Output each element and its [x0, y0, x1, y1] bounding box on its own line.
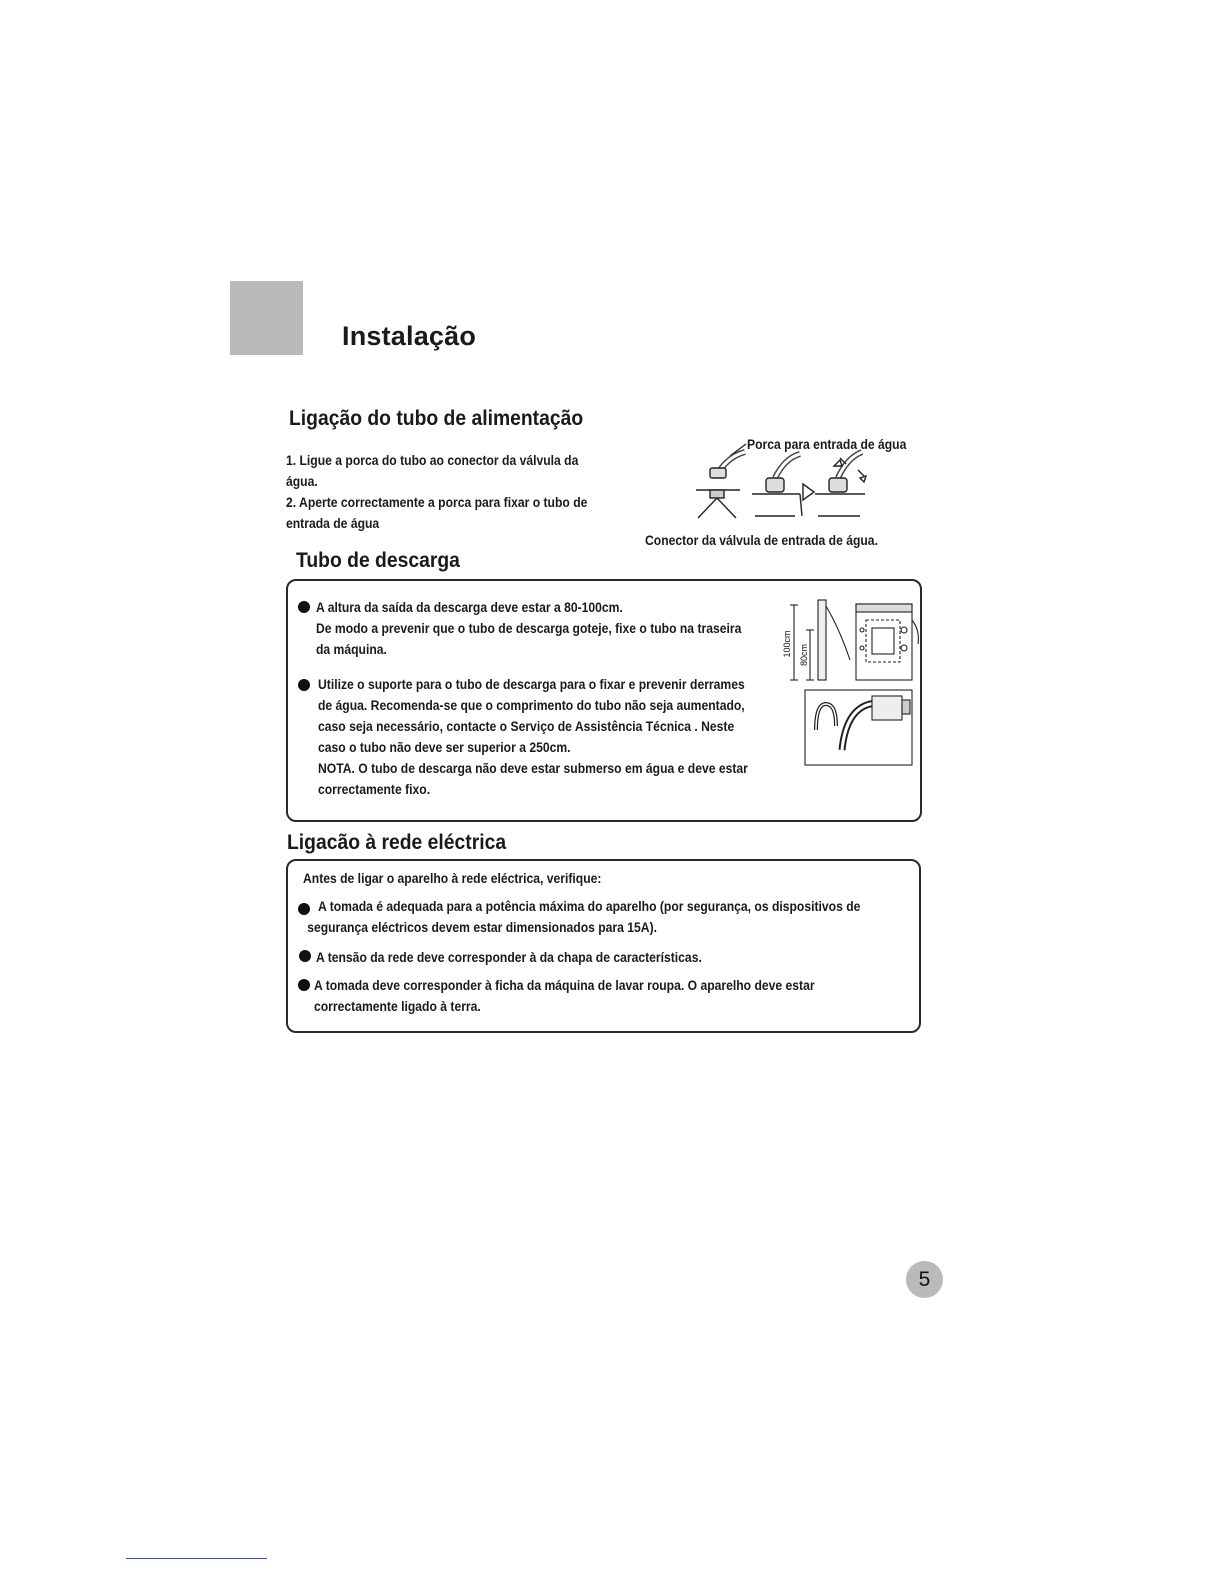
label-100cm: 100cm [782, 630, 792, 658]
bullet-dot [298, 979, 310, 991]
drain-bullet-2 [318, 674, 748, 800]
electrical-bullet-3 [314, 975, 815, 1017]
bullet-dot [299, 950, 311, 962]
header-gray-block [230, 281, 303, 355]
feed-hose-steps [286, 450, 587, 534]
drain-bullet-2-line: caso o tubo não deve ser superior a 250cm. [318, 740, 571, 755]
electrical-bullet-2-line: A tensão da rede deve corresponder à da chapa de características. [316, 950, 702, 965]
label-water-nut: Porca para entrada de água [747, 437, 907, 452]
drain-hose-title: Tubo de descarga [296, 549, 460, 572]
drain-height-illustration [780, 600, 920, 770]
electrical-bullet-3-line: A tomada deve corresponder à ficha da máquina de lavar roupa. O aparelho deve estar [314, 978, 815, 993]
drain-bullet-2-line: NOTA. O tubo de descarga não deve estar submerso em água e deve estar [318, 761, 748, 776]
drain-bullet-1-line: De modo a prevenir que o tubo de descarga goteje, fixe o tubo na traseira [316, 621, 742, 636]
electrical-bullet-1 [307, 896, 861, 938]
bullet-dot [298, 679, 310, 691]
electrical-intro: Antes de ligar o aparelho à rede eléctrica, verifique: [303, 871, 602, 886]
inlet-hose-illustration [690, 448, 880, 523]
electrical-bullet-2 [316, 947, 702, 968]
electrical-title: Ligacão à rede eléctrica [287, 831, 507, 854]
feed-hose-title: Ligação do tubo de alimentação [289, 407, 584, 430]
electrical-bullet-3-line: correctamente ligado à terra. [314, 999, 481, 1014]
feed-hose-step-line: 2. Aperte correctamente a porca para fixar o tubo de [286, 495, 588, 510]
bullet-dot [298, 601, 310, 613]
drain-bullet-2-line: Utilize o suporte para o tubo de descarga para o fixar e prevenir derrames [318, 677, 745, 692]
footer-underline [126, 1558, 267, 1559]
drain-bullet-1-line: A altura da saída da descarga deve estar a 80-100cm. [316, 600, 623, 615]
electrical-bullet-1-line: segurança eléctricos devem estar dimensionados para 15A). [307, 920, 658, 935]
label-valve-connector: Conector da válvula de entrada de água. [645, 533, 878, 548]
drain-bullet-2-line: correctamente fixo. [318, 782, 431, 797]
feed-hose-step-line: entrada de água [286, 516, 380, 531]
feed-hose-step-line: 1. Ligue a porca do tubo ao conector da válvula da [286, 453, 579, 468]
bullet-dot [298, 903, 310, 915]
page-number: 5 [906, 1261, 943, 1298]
electrical-bullet-1-line: A tomada é adequada para a potência máxima do aparelho (por segurança, os dispositivos de [318, 899, 861, 914]
feed-hose-step-line: água. [286, 474, 318, 489]
drain-bullet-2-line: caso seja necessário, contacte o Serviço de Assistência Técnica . Neste [318, 719, 735, 734]
drain-bullet-2-line: de água. Recomenda-se que o comprimento do tubo não seja aumentado, [318, 698, 745, 713]
drain-bullet-1 [316, 597, 741, 660]
drain-bullet-1-line: da máquina. [316, 642, 387, 657]
page-title: Instalação [342, 321, 477, 351]
label-80cm: 80cm [799, 643, 809, 667]
